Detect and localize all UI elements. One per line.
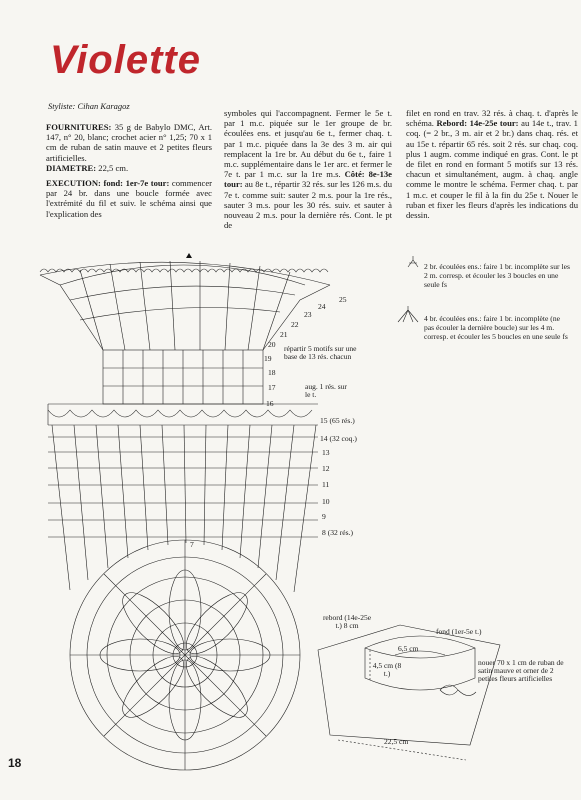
row-label-7: 7 <box>190 540 194 549</box>
row-label-18: 18 <box>268 368 276 377</box>
row-label-12: 12 <box>322 464 330 473</box>
col3-text-1: filet en rond en trav. 32 rés. à chaq. t. d'après le schéma. <box>406 108 578 129</box>
row-label-15: 15 (65 rés.) <box>320 416 355 425</box>
row-label-11: 11 <box>322 480 330 489</box>
row-label-10: 10 <box>322 497 330 506</box>
label-rebord: rebord (14e-25e t.) 8 cm <box>322 613 372 630</box>
row-label-25: 25 <box>339 295 347 304</box>
label-dim-65: 6,5 cm <box>398 644 419 653</box>
row-label-8: 8 (32 rés.) <box>322 528 353 537</box>
row-label-19: 19 <box>264 354 272 363</box>
row-label-13: 13 <box>322 448 330 457</box>
note-motifs: répartir 5 motifs sur une base de 13 rés. chacun <box>284 344 357 361</box>
legend-item-2br: 2 br. écoulées ens.: faire 1 br. incomplète sur les 2 m. corresp. et écouler les 3 boucles en une seule fs <box>424 262 570 289</box>
row-label-17: 17 <box>268 383 276 392</box>
label-ruban: nouer 70 x 1 cm de ruban de satin mauve et orner de 2 petites fleurs artificielles <box>478 658 564 683</box>
label-dim-225: 22,5 cm <box>384 737 409 746</box>
col2-text: symboles qui l'accompagnent. Fermer le 5e t. par 1 m.c. piquée sur le 1er groupe de br. écoulées ens. et jusqu'au 6e t., fermer chaq. t. par 1 m.c. piquée dans la 3e des 3 m. air qui remplacent la 1re br. Au début du 6e t., faire 1 m.c. supplémentaire dans le 1er arc. et fermer le 7e t. par 1 m.c. sur la 1re m.s. <box>224 108 392 180</box>
rebord-label: Rebord: 14e-25e tour: <box>436 118 519 129</box>
stylist-credit: Styliste: Cihan Karagoz <box>48 101 130 111</box>
label-dim-45: 4,5 cm (8 t.) <box>372 661 402 678</box>
row-label-24: 24 <box>318 302 326 311</box>
row-label-20: 20 <box>268 340 276 349</box>
fournitures-text: 35 g de Babylo DMC, Art. 147, n° 20, blanc; crochet acier n° 1,25; 70 x 1 cm de ruban de satin mauve et 2 petites fleurs artificielles. <box>46 122 212 163</box>
row-label-9: 9 <box>322 512 326 521</box>
legend-item-4br: 4 br. écoulées ens.: faire 1 br. incomplète (ne pas écouler la dernière boucle) sur les 4 m. corresp. et écouler les 5 boucles en une seule fs <box>424 314 568 341</box>
execution-label: EXECUTION: fond: 1er-7e tour: <box>46 178 170 189</box>
execution-text: commencer par 24 br. dans une boucle formée avec l'extrémité du fil et suiv. le schéma ainsi que l'explication des <box>46 178 212 219</box>
cote-label: Côté: 8e-13e tour: <box>224 169 392 190</box>
row-label-16: 16 <box>266 399 274 408</box>
note-augmentation: aug. 1 rés. sur le t. <box>305 382 347 399</box>
row-label-22: 22 <box>291 320 299 329</box>
col3-text-2: au 14e t., trav. 1 coq. (= 2 br., 3 m. air et 2 br.) dans chaq. rés. et au 15e t. répartir 65 rés. soit 2 rés. sur chaq. coq. plus 1 augm. comme indiqué en gras. Cont. le pt de filet en rond en formant 5 motifs sur 13 rés. chacun et simultanément, augm. à chaq. angle comme le montre le schéma. Fermer chaq. t. par 1 m.c. et couper le fil à la fin du 25e t. Nouer le ruban et fixer les fleurs d'après les indications du dessin. <box>406 118 578 221</box>
label-fond: fond (1er-5e t.) <box>436 627 482 636</box>
row-label-14: 14 (32 coq.) <box>320 434 357 443</box>
diametre-text: 22,5 cm. <box>96 162 129 173</box>
page-number: 18 <box>8 756 22 770</box>
row-label-21: 21 <box>280 330 288 339</box>
diametre-label: DIAMETRE: <box>46 162 97 173</box>
fournitures-label: FOURNITURES: <box>46 122 112 132</box>
page-title: Violette <box>50 38 201 82</box>
cote-text: au 8e t., répartir 32 rés. sur les 126 m.s. du 7e t. comme suit: sauter 2 m.s. pour la 1re rés., sauter 3 m.s. pour les 30 rés. suiv. et sauter à nouveau 2 m.s. pour la dernière rés. Cont. le pt de <box>224 179 392 231</box>
row-label-23: 23 <box>304 310 312 319</box>
